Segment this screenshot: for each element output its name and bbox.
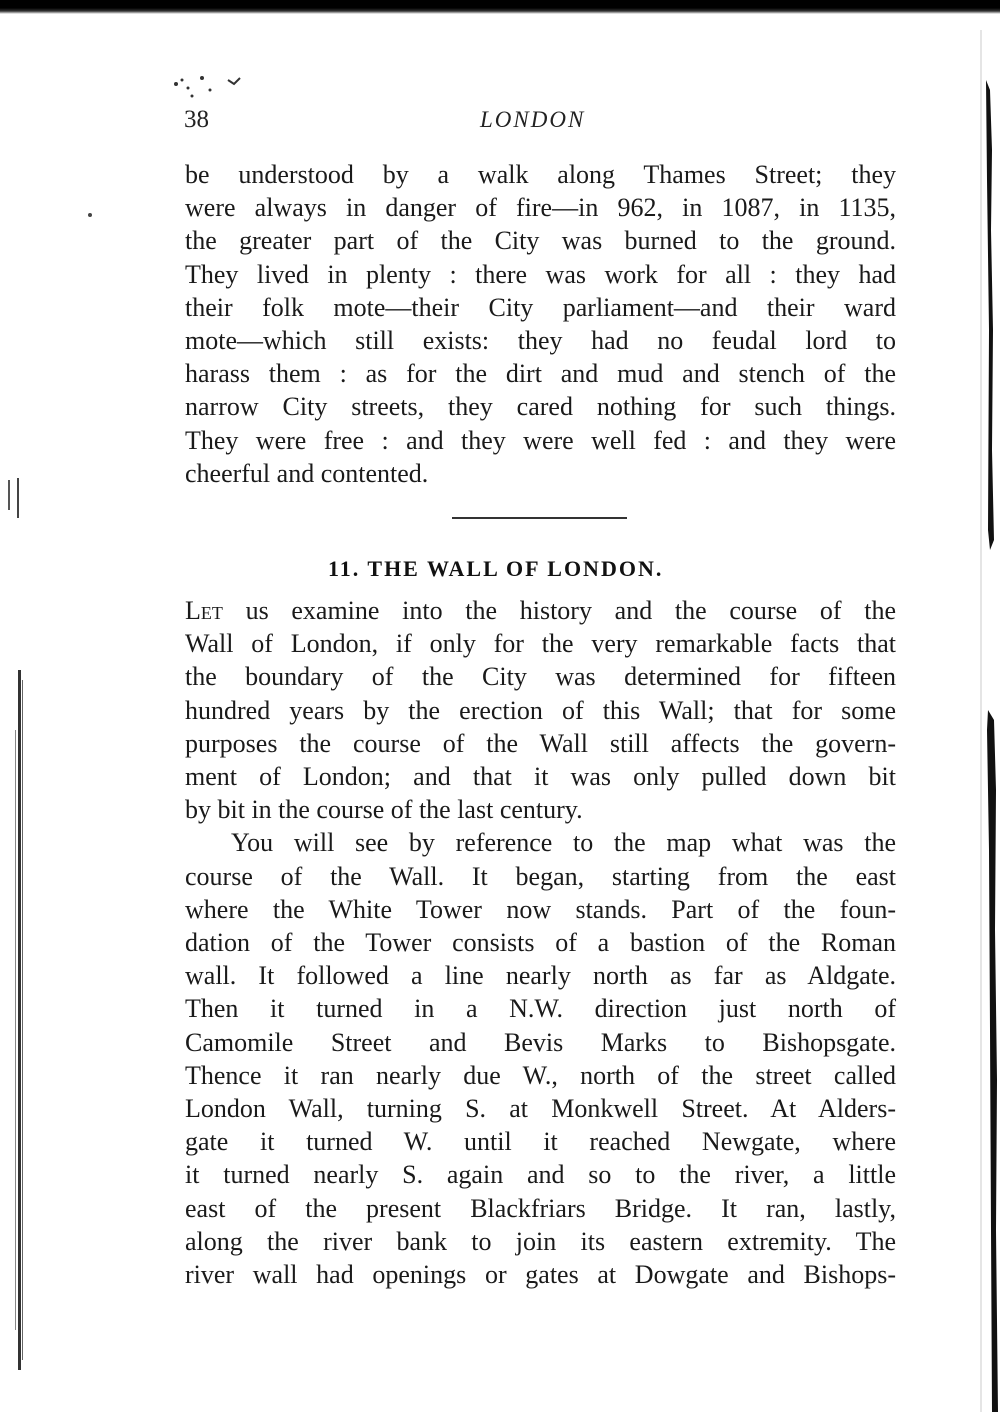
opening-word: Let: [185, 596, 223, 625]
text-line: Wall of London, if only for the very remarkable facts that: [185, 629, 896, 659]
text-line: river wall had openings or gates at Dowgate and Bishops-: [185, 1260, 896, 1290]
text-line: along the river bank to join its eastern extremity. The: [185, 1226, 896, 1256]
text-line: course of the Wall. It began, starting from the east: [185, 861, 896, 891]
text-line: ment of London; and that it was only pulled down bit: [185, 762, 896, 792]
text-line: by bit in the course of the last century.: [185, 795, 583, 825]
running-head: LONDON: [480, 107, 586, 132]
text-line: the boundary of the City was determined for fifteen: [185, 662, 896, 692]
text-line: east of the present Blackfriars Bridge. It ran, lastly,: [185, 1193, 896, 1223]
text-line: cheerful and contented.: [185, 458, 429, 488]
scan-left-edge: [0, 470, 30, 1400]
text-line: Thence it ran nearly due W., north of the street called: [185, 1060, 896, 1090]
text-line: They lived in plenty : there was work for all : they had: [185, 259, 896, 289]
section-divider: [452, 517, 627, 519]
text-line: narrow City streets, they cared nothing for such things.: [185, 392, 896, 422]
text-line: gate it turned W. until it reached Newgate, where: [185, 1127, 896, 1157]
scan-speck: [88, 213, 92, 217]
text-line: Camomile Street and Bevis Marks to Bishopsgate.: [185, 1027, 896, 1057]
text-line: London Wall, turning S. at Monkwell Street. At Alders-: [185, 1094, 896, 1124]
page-number: 38: [184, 106, 209, 133]
text-line: it turned nearly S. again and so to the river, a little: [185, 1160, 896, 1190]
text-line: dation of the Tower consists of a bastion of the Roman: [185, 928, 896, 958]
text-line: their folk mote—their City parliament—and their ward: [185, 292, 896, 322]
scan-specks: [168, 72, 268, 112]
text-line: hundred years by the erection of this Wall; that for some: [185, 695, 896, 725]
text-line: Then it turned in a N.W. direction just north of: [185, 994, 896, 1024]
scan-right-edge: [966, 30, 1000, 1412]
text-line: harass them : as for the dirt and mud and stench of the: [185, 359, 896, 389]
text-line: purposes the course of the Wall still affects the govern-: [185, 728, 896, 758]
text-line-first: [185, 594, 896, 627]
text-line: were always in danger of fire—in 962, in 1087, in 1135,: [185, 193, 896, 223]
text-line: mote—which still exists: they had no feudal lord to: [185, 326, 896, 356]
scan-top-edge: [0, 0, 1000, 14]
text-line: the greater part of the City was burned to the ground.: [185, 226, 896, 256]
text-line: wall. It followed a line nearly north as far as Aldgate.: [185, 961, 896, 991]
first-line-rest: us examine into the history and the course of the: [222, 596, 896, 625]
paragraph-continuation: [185, 158, 896, 490]
section-heading: 11. THE WALL OF LONDON.: [328, 556, 664, 581]
text-line: be understood by a walk along Thames Street; they: [185, 160, 896, 189]
text-line: where the White Tower now stands. Part of the foun-: [185, 894, 896, 924]
text-line: You will see by reference to the map what was the: [231, 828, 896, 858]
text-line: They were free : and they were well fed : and they were: [185, 425, 896, 455]
section-body: [185, 594, 896, 1291]
